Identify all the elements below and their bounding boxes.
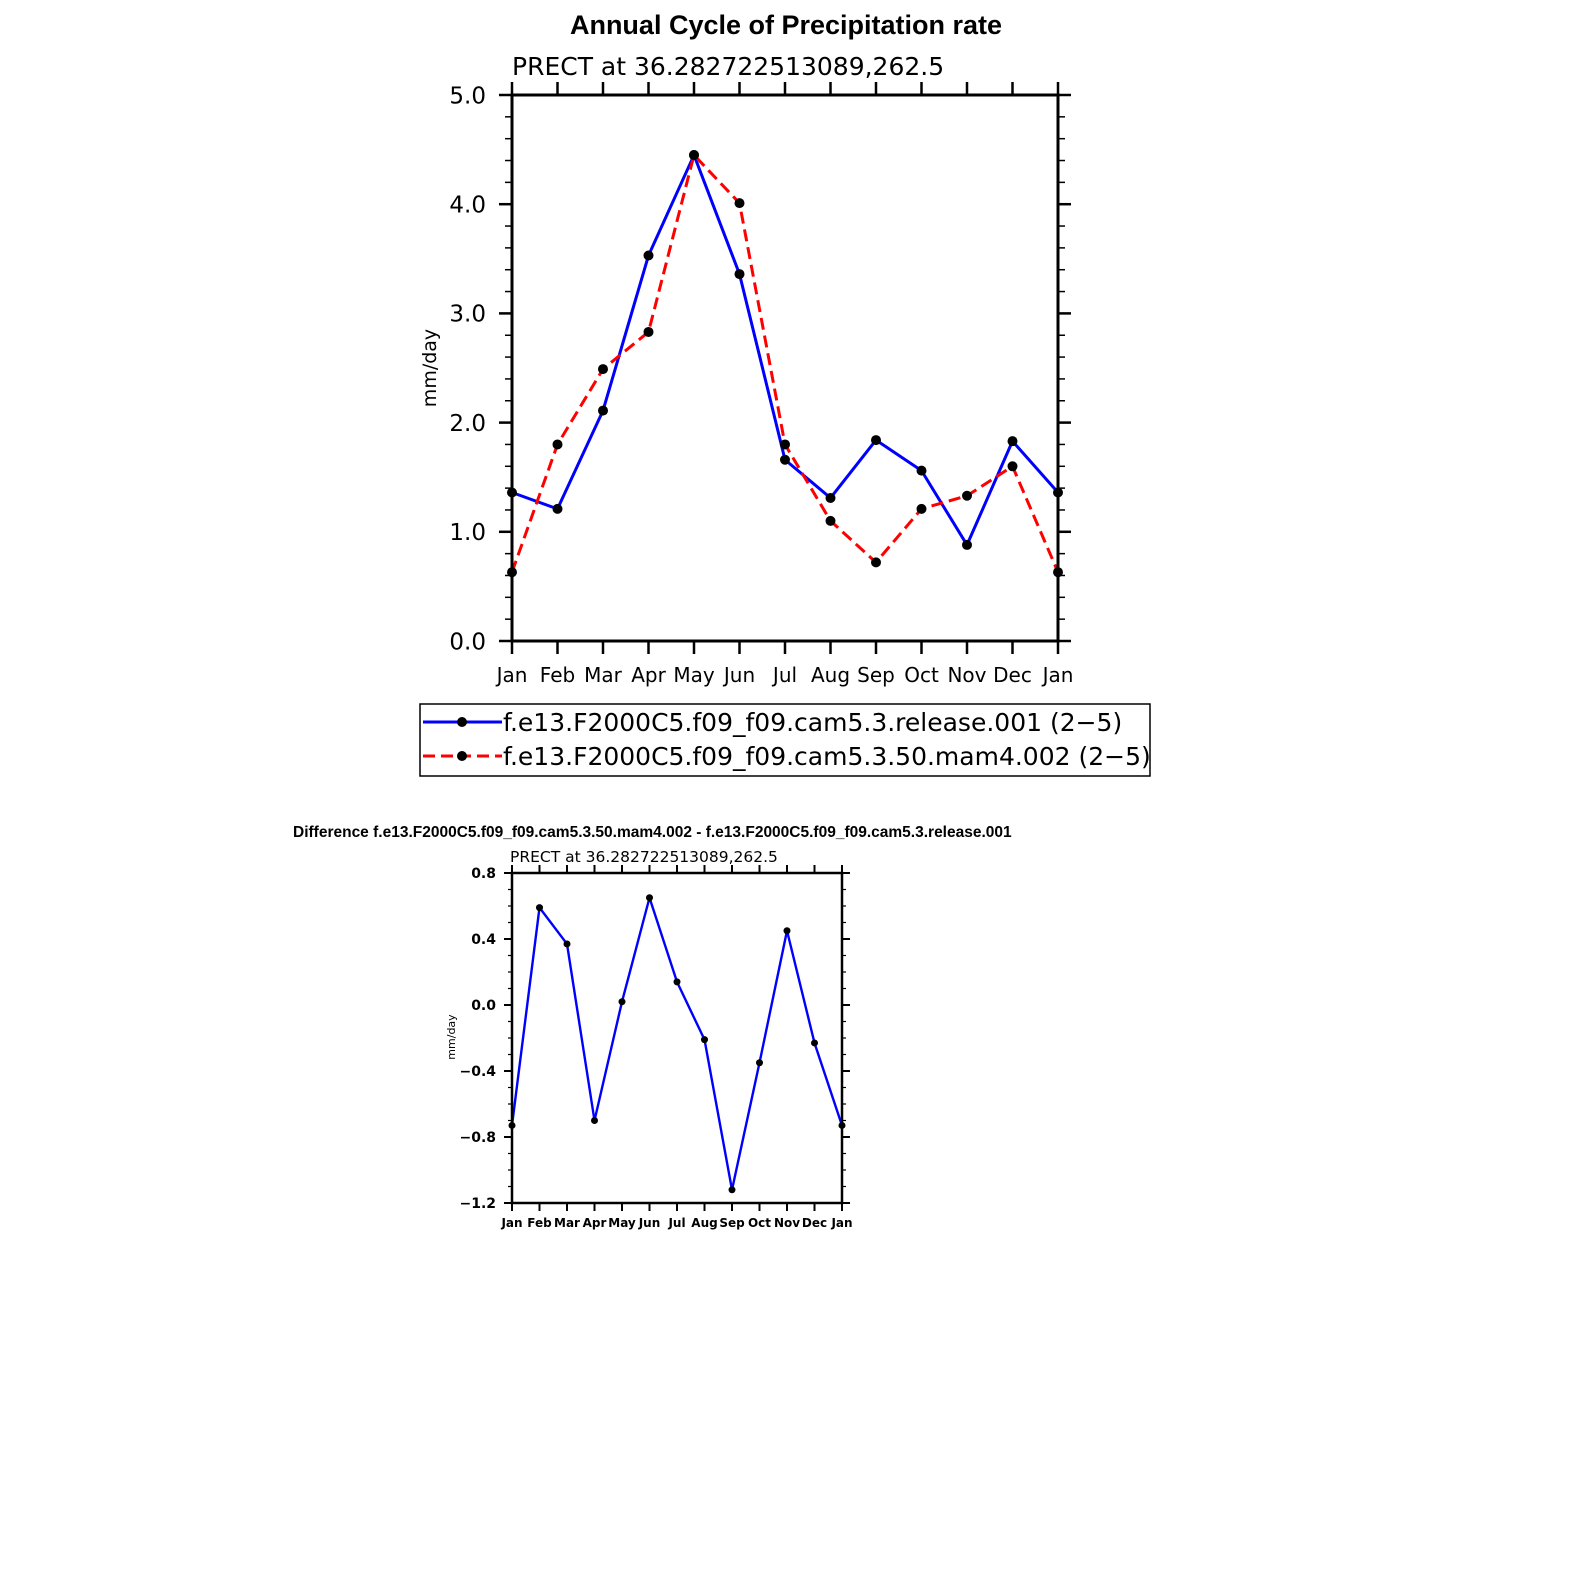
chart1-xtick-label: Jul	[772, 663, 798, 687]
chart1-series-2-point	[735, 198, 745, 208]
chart2-series-1-point	[729, 1186, 736, 1193]
chart1-series-2-point	[780, 439, 790, 449]
chart1-series-2-point	[689, 150, 699, 160]
chart2-xtick-label: Jul	[668, 1216, 686, 1230]
chart1-xtick-label: Mar	[584, 663, 622, 687]
chart1-xtick-label: Jan	[496, 663, 528, 687]
chart2-xtick-label: Jan	[831, 1216, 853, 1230]
chart2-ytick-label: 0.0	[471, 998, 496, 1015]
chart2-ytick-label: 0.8	[471, 866, 496, 883]
chart2-series-1-point	[619, 998, 626, 1005]
chart1-series-1-point	[598, 406, 608, 416]
chart1-xtick-label: Aug	[810, 663, 851, 687]
chart2-xtick-label: Nov	[773, 1216, 801, 1230]
chart1-legend	[420, 704, 1151, 776]
chart1-xtick-label: May	[673, 663, 715, 687]
chart2-xtick-label: Aug	[691, 1216, 718, 1230]
chart2-series-1-point	[811, 1039, 818, 1046]
chart1-title: Annual Cycle of Precipitation rate	[569, 10, 1003, 40]
chart1-series-2-point	[1008, 461, 1018, 471]
chart1-series-2-point	[871, 557, 881, 567]
chart1-series-1-point	[1008, 436, 1018, 446]
chart2-series-1-point	[536, 904, 543, 911]
chart2-xtick-label: Oct	[747, 1216, 772, 1230]
legend-item-series-1	[423, 708, 1122, 737]
legend-marker-series-1	[457, 717, 467, 727]
chart1-ytick-label: 3.0	[449, 301, 486, 328]
chart1-ytick-label: 4.0	[449, 192, 486, 219]
chart1-xtick-label: Jun	[723, 663, 756, 687]
chart2-series-1-point	[674, 978, 681, 985]
chart2-ytick-label: −0.4	[459, 1064, 496, 1081]
chart1-series-1-point	[644, 251, 654, 261]
chart2-xtick-label: Jan	[501, 1216, 523, 1230]
chart1-xtick-label: Sep	[857, 663, 895, 687]
legend-label-series-2: f.e13.F2000C5.f09_f09.cam5.3.50.mam4.002 (2−5)	[503, 742, 1151, 771]
chart2-series-1-point	[701, 1036, 708, 1043]
chart2-ylabel: mm/day	[445, 1014, 458, 1060]
chart2-series-1-point	[591, 1117, 598, 1124]
chart1-series-1-point	[553, 504, 563, 514]
chart1-ytick-label: 0.0	[449, 629, 486, 656]
chart1-series-1-point	[826, 493, 836, 503]
chart1-xtick-label: Apr	[631, 663, 666, 687]
chart1-series-2-point	[598, 364, 608, 374]
chart1-xtick-label: Jan	[1042, 663, 1074, 687]
chart1-series-1-point	[735, 269, 745, 279]
chart2-title: Difference f.e13.F2000C5.f09_f09.cam5.3.50.mam4.002 - f.e13.F2000C5.f09_f09.cam5.3.release.001	[293, 824, 1012, 841]
chart2-xtick-label: Feb	[527, 1216, 552, 1230]
chart2-xtick-label: Mar	[554, 1216, 580, 1230]
chart2-xtick-label: May	[608, 1216, 636, 1230]
chart1-series-2-point	[917, 504, 927, 514]
chart1-series-1-point	[780, 455, 790, 465]
chart1-series-2-point	[644, 327, 654, 337]
chart1-ytick-label: 1.0	[449, 520, 486, 547]
chart2-series-1-point	[564, 940, 571, 947]
chart1-series-2-point	[553, 439, 563, 449]
chart1-ytick-label: 5.0	[449, 83, 486, 110]
chart2-ytick-label: 0.4	[471, 932, 496, 949]
legend-label-series-1: f.e13.F2000C5.f09_f09.cam5.3.release.001 (2−5)	[503, 708, 1123, 737]
chart2-series-1-point	[756, 1059, 763, 1066]
chart2-series-1-point	[784, 927, 791, 934]
chart1-ytick-label: 2.0	[449, 410, 486, 437]
chart2-ytick-label: −1.2	[459, 1196, 496, 1213]
chart1-ylabel: mm/day	[419, 328, 441, 408]
legend-item-series-2	[423, 742, 1151, 771]
chart1-series-2-point	[962, 491, 972, 501]
chart2-ytick-label: −0.8	[459, 1130, 496, 1147]
chart1-xtick-label: Nov	[947, 663, 987, 687]
chart1-xtick-label: Feb	[539, 663, 576, 687]
chart2-series-1-point	[646, 894, 653, 901]
chart1-series-1-point	[871, 435, 881, 445]
chart1-series-1-point	[962, 540, 972, 550]
chart2-xtick-label: Jun	[638, 1216, 661, 1230]
chart1-series-2-point	[826, 516, 836, 526]
legend-marker-series-2	[457, 751, 467, 761]
chart2-xtick-label: Sep	[719, 1216, 745, 1230]
chart1-xtick-label: Oct	[904, 663, 939, 687]
chart2-xtick-label: Apr	[582, 1216, 607, 1230]
chart2-xtick-label: Dec	[801, 1216, 828, 1230]
chart1-subtitle: PRECT at 36.282722513089,262.5	[512, 52, 945, 81]
chart1-xtick-label: Dec	[993, 663, 1032, 687]
chart2-subtitle: PRECT at 36.282722513089,262.5	[510, 848, 778, 866]
chart1-series-1-point	[917, 466, 927, 476]
